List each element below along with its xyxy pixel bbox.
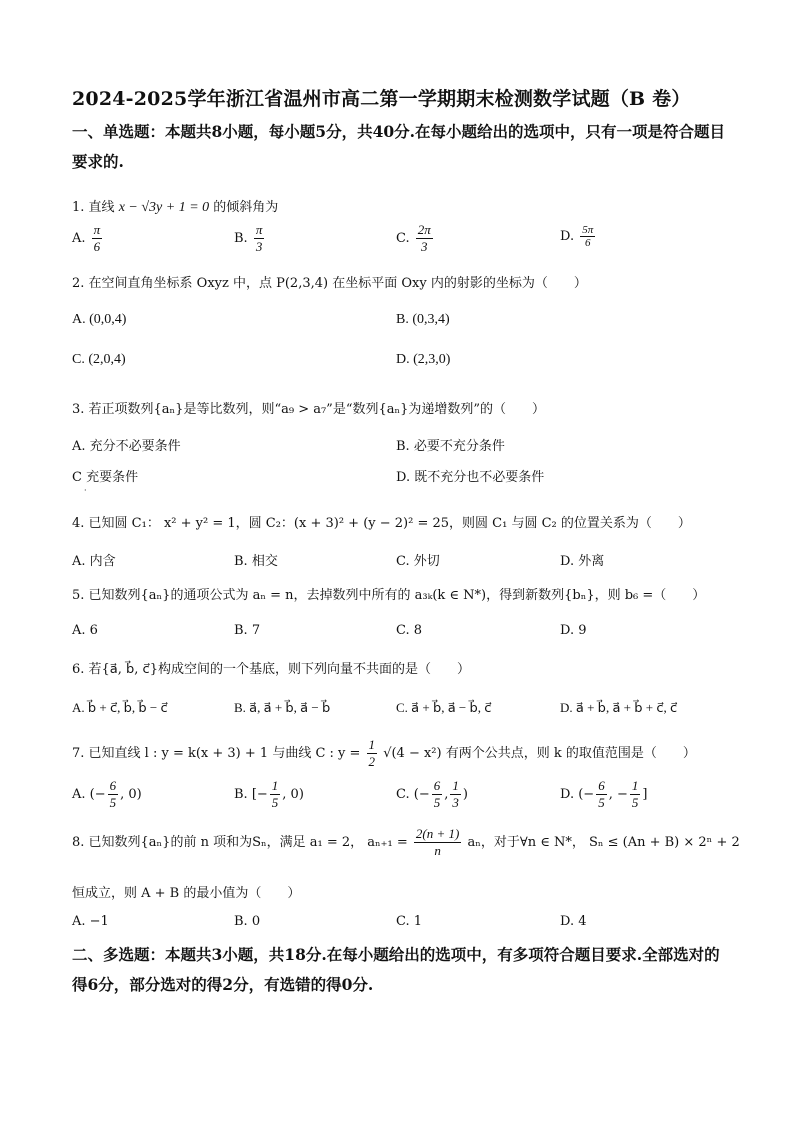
- question-4-option-b: B. 相交: [234, 554, 278, 569]
- question-4-option-c: C. 外切: [396, 554, 440, 569]
- question-4-option-a: A. 内含: [72, 554, 116, 569]
- question-7-option-d: D. (− $\frac{6}{5}$ , − $\frac{1}{5}$ ]: [560, 778, 648, 810]
- question-5-option-a: A. 6: [72, 623, 98, 638]
- question-8-option-b: B. 0: [234, 914, 261, 929]
- question-8-option-a: A. −1: [72, 914, 109, 929]
- question-2-option-b: B. (0,3,4): [396, 312, 450, 327]
- section-multi-choice-heading: 二、多选题：本题共3小题，共18分.在每小题给出的选项中，有多项符合题目要求.全部选对的得6分，部分选对的得2分，有选错的得0分.: [72, 945, 720, 994]
- question-6-option-d: D. a⃗ + b⃗, a⃗ + b⃗ + c⃗, c⃗: [560, 700, 678, 715]
- option-label: A.: [72, 231, 86, 246]
- question-2: 2. 在空间直角坐标系 Oxyz 中，点 P(2,3,4) 在坐标平面 Oxy 内的射影的坐标为（ ）: [72, 276, 587, 291]
- question-7-option-a: A. (− $\frac{6}{5}$ , 0): [72, 778, 142, 810]
- question-6-option-b: B. a⃗, a⃗ + b⃗, a⃗ − b⃗: [234, 700, 331, 715]
- question-5: 5. 已知数列{aₙ}的通项公式为 aₙ = n，去掉数列中所有的 a₃ₖ(k ∈ N*)，得到新数列{bₙ}，则 b₆ =（ ）: [72, 588, 706, 603]
- question-5-option-b: B. 7: [234, 623, 261, 638]
- question-7-option-b: B. [− $\frac{1}{5}$ , 0): [234, 778, 304, 810]
- option-label: C.: [396, 231, 410, 246]
- question-8: [72, 826, 740, 859]
- option-label: B.: [234, 231, 248, 246]
- question-6-option-a: A. b⃗ + c⃗, b⃗, b⃗ − c⃗: [72, 700, 168, 715]
- question-1: [72, 196, 278, 216]
- question-7-option-c: C. (− $\frac{6}{5}$ , $\frac{1}{3}$ ): [396, 778, 468, 810]
- question-8-prefix: 8. 已知数列{aₙ}的前 n 项和为Sₙ，满足 a₁ = 2， aₙ₊₁ =: [72, 835, 408, 850]
- question-3-option-c: C 充要条件: [72, 470, 139, 485]
- question-5-option-d: D. 9: [560, 623, 587, 638]
- question-2-option-d: D. (2,3,0): [396, 352, 451, 367]
- question-2-option-a: A. (0,0,4): [72, 312, 127, 327]
- question-8-line-2: 恒成立，则 A + B 的最小值为（ ）: [72, 886, 301, 901]
- question-1-option-b: [234, 222, 266, 255]
- question-6: 6. 若{a⃗, b⃗, c⃗}构成空间的一个基底，则下列向量不共面的是（ ）: [72, 662, 470, 677]
- question-6-option-c: C. a⃗ + b⃗, a⃗ − b⃗, c⃗: [396, 700, 492, 715]
- question-1-option-c: [396, 222, 435, 255]
- question-4: 4. 已知圆 C₁： x² + y² = 1，圆 C₂：(x + 3)² + (y − 2)² = 25，则圆 C₁ 与圆 C₂ 的位置关系为（ ）: [72, 516, 691, 531]
- question-3-option-d: D. 既不充分也不必要条件: [396, 470, 545, 485]
- option-label: D.: [560, 229, 575, 244]
- question-1-prefix: 1. 直线: [72, 200, 115, 215]
- question-8-fraction: $\frac{2(n + 1)}{n}$: [415, 826, 460, 858]
- question-1-expression: x − √3y + 1 = 0: [118, 200, 210, 215]
- option-fraction: $\frac{5\pi}{6}$: [582, 224, 594, 249]
- question-7-prefix: 7. 已知直线 l : y = k(x + 3) + 1 与曲线 C : y =: [72, 746, 361, 761]
- option-fraction: $\frac{2\pi}{3}$: [417, 222, 431, 254]
- question-8-suffix: aₙ，对于∀n ∈ N*， Sₙ ≤ (An + B) × 2ⁿ + 2: [467, 835, 740, 850]
- question-5-option-c: C. 8: [396, 623, 423, 638]
- question-7: [72, 737, 696, 770]
- question-7-suffix: √(4 − x²) 有两个公共点，则 k 的取值范围是（ ）: [383, 746, 696, 761]
- question-3-option-a: A. 充分不必要条件: [72, 439, 181, 454]
- question-2-option-c: C. (2,0,4): [72, 352, 126, 367]
- question-8-option-d: D. 4: [560, 914, 587, 929]
- question-4-option-d: D. 外离: [560, 554, 605, 569]
- option-fraction: $\frac{\pi}{3}$: [255, 222, 263, 254]
- question-1-option-a: [72, 222, 104, 255]
- section-single-choice-heading: 一、单选题：本题共8小题，每小题5分，共40分.在每小题给出的选项中，只有一项是符合题目要求的.: [72, 122, 726, 171]
- question-3-option-b: B. 必要不充分条件: [396, 439, 505, 454]
- question-1-option-d: [560, 224, 597, 249]
- question-8-option-c: C. 1: [396, 914, 423, 929]
- question-1-suffix: 的倾斜角为: [213, 200, 279, 215]
- stray-dot: ·: [84, 486, 87, 495]
- question-3: 3. 若正项数列{aₙ}是等比数列，则“a₉ > a₇”是“数列{aₙ}为递增数列”的（ ）: [72, 402, 546, 417]
- exam-title: 2024-2025学年浙江省温州市高二第一学期期末检测数学试题（B 卷）: [72, 88, 691, 110]
- option-fraction: $\frac{\pi}{6}$: [93, 222, 101, 254]
- question-7-half: $\frac{1}{2}$: [368, 737, 376, 769]
